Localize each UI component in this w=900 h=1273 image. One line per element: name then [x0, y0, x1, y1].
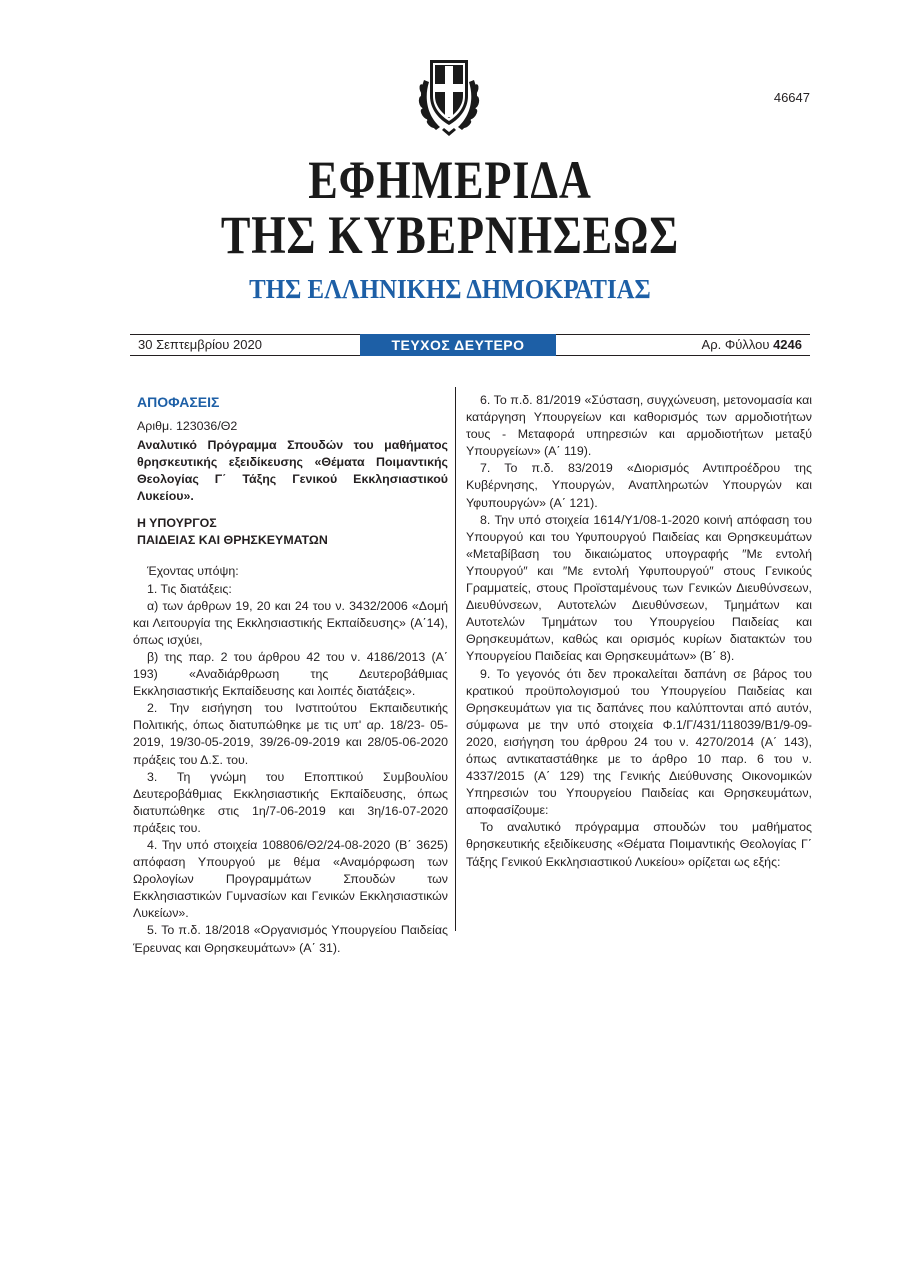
- right-column: [466, 392, 812, 871]
- sheet-number: [702, 337, 802, 352]
- greek-coat-of-arms-icon: [414, 50, 484, 138]
- paragraph: Το αναλυτικό πρόγραμμα σπουδών του μαθήματος θρησκευτικής εξειδίκευσης «Θέματα Ποιμαντικής Θεολογίας Γ΄ Τάξης Γενικού Εκκλησιαστικού Λυκείου» ορίζεται ως εξής:: [466, 820, 812, 869]
- paragraph: 3. Τη γνώμη του Εποπτικού Συμβουλίου Δευτεροβάθμιας Εκκλησιαστικής Εκπαίδευσης, όπως διατυπώθηκε στις 1η/7-06-2019 και 3η/16-07-2020 πράξεις του.: [133, 769, 448, 835]
- paragraph: 1. Τις διατάξεις:: [147, 581, 232, 596]
- masthead-title-line2: ΤΗΣ ΚΥΒΕΡΝΗΣΕΩΣ: [220, 205, 680, 265]
- paragraph: Έχοντας υπόψη:: [147, 564, 239, 579]
- section-title: ΑΠΟΦΑΣΕΙΣ: [137, 394, 220, 410]
- paragraph: α) των άρθρων 19, 20 και 24 του ν. 3432/2006 «Δομή και Λειτουργία της Εκκλησιαστικής Εκπαίδευσης» (Α΄14), όπως ισχύει,: [133, 598, 448, 647]
- paragraph: 5. Το π.δ. 18/2018 «Οργανισμός Υπουργείου Παιδείας Έρευνας και Θρησκευμάτων» (Α΄ 31).: [133, 923, 448, 955]
- sheet-label: Αρ. Φύλλου: [701, 337, 770, 352]
- paragraph: 6. Το π.δ. 81/2019 «Σύσταση, συγχώνευση, μετονομασία και κατάργηση Υπουργείων και καθορισμός των αρμοδιοτήτων τους - Μεταφορά υπηρεσιών και αρμοδιοτήτων μεταξύ Υπουργείων» (Α΄ 119).: [466, 393, 812, 459]
- paragraph: β) της παρ. 2 του άρθρου 42 του ν. 4186/2013 (Α΄ 193) «Αναδιάρθρωση της Δευτεροβάθμιας Εκκλησιαστικής Εκπαίδευσης και λοιπές διατάξεις».: [133, 649, 448, 699]
- issuing-authority: [137, 515, 448, 549]
- sheet-number-value: 4246: [773, 337, 802, 352]
- masthead-subtitle: ΤΗΣ ΕΛΛΗΝΙΚΗΣ ΔΗΜΟΚΡΑΤΙΑΣ: [249, 274, 651, 304]
- issue-type-badge: ΤΕΥΧΟΣ ΔΕΥΤΕΡΟ: [360, 334, 556, 356]
- column-divider: [455, 387, 456, 931]
- paragraph: 4. Την υπό στοιχεία 108806/Θ2/24-08-2020 (Β΄ 3625) απόφαση Υπουργού με θέμα «Αναμόρφωση των Ωρολογίων Προγραμμάτων Σπουδών των Εκκλησιαστικών Γυμνασίων και Γενικών Εκκλησιαστικών Λυκείων».: [133, 837, 448, 921]
- paragraph: 7. Το π.δ. 83/2019 «Διορισμός Αντιπροέδρου της Κυβέρνησης, Υπουργών, Αναπληρωτών Υπουργών και Υφυπουργών» (Α΄ 121).: [466, 461, 812, 510]
- paragraph: 8. Την υπό στοιχεία 1614/Υ1/08-1-2020 κοινή απόφαση του Υπουργού και του Υφυπουργού Παιδείας και Θρησκευμάτων «Μεταβίβαση του δικαιώματος υπογραφής ″Με εντολή Υπουργού″ και ″Με εντολή Υφυπουργού″ στους Γενικούς Γραμματείς, στους Προϊσταμένους των Γενικών Διευθύνσεων, Διευθύνσεων, Αυτοτελών Διευθύνσεων, Τμημάτων και Αυτοτελών Τμημάτων του Υπουργείου Παιδείας και Θρησκευμάτων, καθώς και ορισμός κυρίων διατακτών του Υπουργείου Παιδείας και Θρησκευμάτων» (Β΄ 8).: [466, 512, 812, 664]
- authority-line2: ΠΑΙΔΕΙΑΣ ΚΑΙ ΘΡΗΣΚΕΥΜΑΤΩΝ: [137, 533, 328, 548]
- masthead-title-line1: ΕΦΗΜΕΡΙΔΑ: [308, 150, 592, 210]
- paragraph: 2. Την εισήγηση του Ινστιτούτου Εκπαιδευτικής Πολιτικής, όπως διατυπώθηκε με τις υπ' αρ. 18/23- 05-2019, 19/30-05-2019, 39/26-09-2019 και 28/05-06-2020 πράξεις του Δ.Σ. του.: [133, 701, 448, 767]
- issue-info-bar: [130, 334, 810, 356]
- paragraph: 9. Το γεγονός ότι δεν προκαλείται δαπάνη σε βάρος του κρατικού προϋπολογισμού του Υπουργείου Παιδείας και Θρησκευμάτων για τις δαπάνες που καλύπτονται από αυτόν, σύμφωνα με την υπό στοιχεία Φ.1/Γ/431/118039/Β1/9-09-2020, εισήγηση του άρθρου 24 του ν. 4270/2014 (Α΄ 143), όπως αντικαταστάθηκε με το άρθρο 10 παρ. 6 του ν. 4337/2015 (Α΄ 129) της Γενικής Διεύθυνσης Οικονομικών Υπηρεσιών του Υπουργείου Παιδείας και Θρησκευμάτων, αποφασίζουμε:: [466, 666, 812, 818]
- issue-date: 30 Σεπτεμβρίου 2020: [138, 337, 262, 352]
- decision-number: Αριθμ. 123036/Θ2: [137, 419, 238, 433]
- decision-title: Αναλυτικό Πρόγραμμα Σπουδών του μαθήματος θρησκευτικής εξειδίκευσης «Θέματα Ποιμαντικής Θεολογίας Γ΄ Τάξης Γενικού Εκκλησιαστικού Λυκείου».: [137, 438, 448, 504]
- authority-line1: Η ΥΠΟΥΡΓΟΣ: [137, 516, 217, 531]
- left-column: [133, 392, 448, 957]
- page-number: 46647: [773, 90, 810, 105]
